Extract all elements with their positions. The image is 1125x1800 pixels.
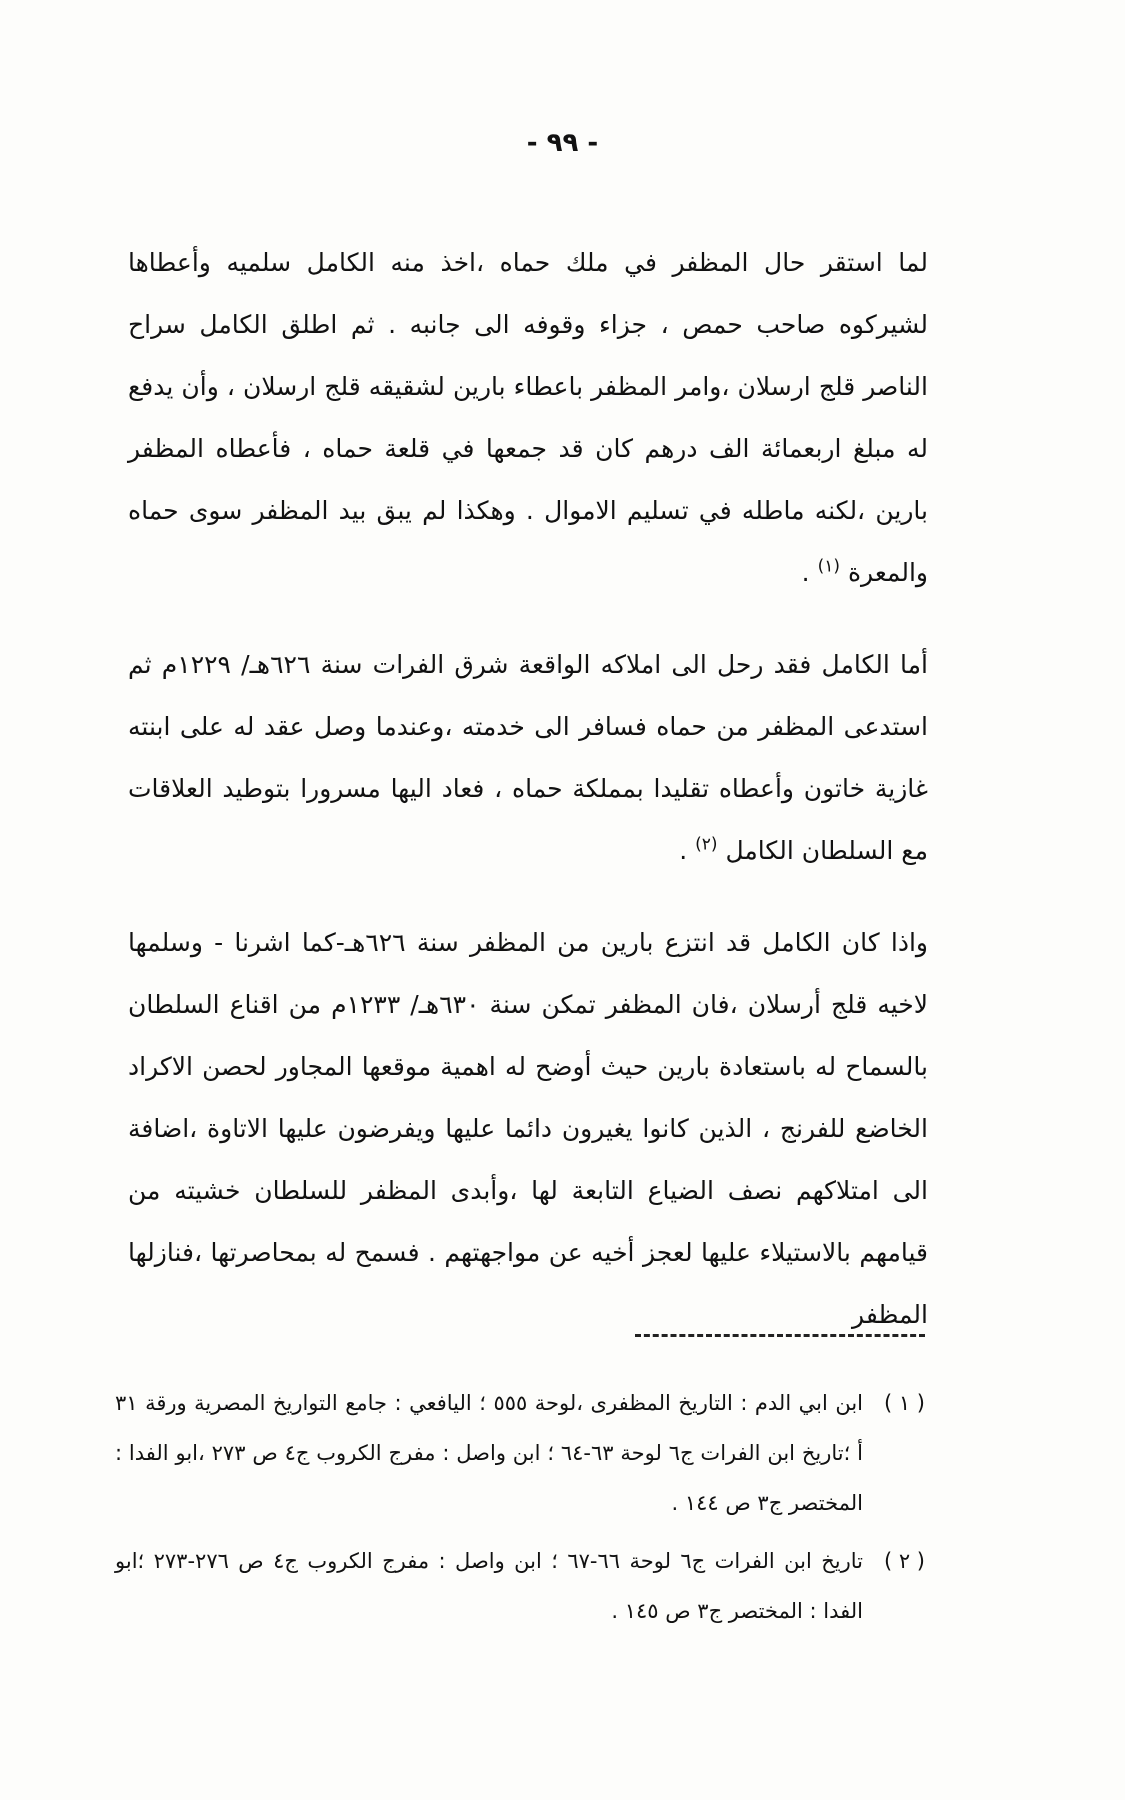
paragraph (128, 232, 928, 604)
footnote-separator (635, 1334, 925, 1337)
footnote-reference: (١) (817, 556, 840, 577)
paragraph-text: واذا كان الكامل قد انتزع بارين من المظفر سنة ٦٢٦هـ-كما اشرنا - وسلمها لاخيه قلج أرسلان ،فان المظفر تمكن سنة ٦٣٠هـ/ ١٢٣٣م من اقناع السلطان بالسماح له باستعادة بارين حيث أوضح له اهمية موقعها المجاور لحصن الاكراد الخاضع للفرنج ، الذين كانوا يغيرون دائما عليها ويفرضون عليها الاتاوة ،اضافة الى امتلاكهم نصف الضياع التابعة لها ،وأبدى المظفر للسلطان خشيته من قيامهم بالاستيلاء عليها لعجز أخيه عن مواجهتهم . فسمح له بمحاصرتها ،فنازلها المظفر (128, 928, 928, 1329)
footnotes (115, 1378, 925, 1644)
footnote-item (115, 1536, 925, 1636)
paragraph (128, 634, 928, 882)
body-text (128, 232, 928, 1346)
paragraph-end: . (801, 558, 818, 587)
paragraph-text: أما الكامل فقد رحل الى املاكه الواقعة شرق الفرات سنة ٦٢٦هـ/ ١٢٢٩م ثم استدعى المظفر من حماه فسافر الى خدمته ،وعندما وصل عقد له على ابنته غازية خاتون وأعطاه تقليدا بمملكة حماه ، فعاد اليها مسرورا بتوطيد العلاقات مع السلطان الكامل (128, 650, 928, 865)
footnote-reference: (٢) (695, 834, 718, 855)
paragraph (128, 912, 928, 1346)
page-number: - ٩٩ - (526, 128, 599, 158)
footnote-text: ابن ابي الدم : التاريخ المظفرى ،لوحة ٥٥٥ ؛ اليافعي : جامع التواريخ المصرية ورقة ٣١ أ ؛تاريخ ابن الفرات ج٦ لوحة ٦٣-٦٤ ؛ ابن واصل : مفرج الكروب ج٤ ص ٢٧٣ ،ابو الفدا : المختصر ج٣ ص ١٤٤ . (115, 1391, 864, 1515)
footnote-item (115, 1378, 925, 1528)
footnote-text: تاريخ ابن الفرات ج٦ لوحة ٦٦-٦٧ ؛ ابن واصل : مفرج الكروب ج٤ ص ٢٧٦-٢٧٣ ؛ابو الفدا : المختصر ج٣ ص ١٤٥ . (115, 1549, 863, 1623)
paragraph-end: . (679, 836, 696, 865)
footnote-number: ( ٢ ) (883, 1549, 925, 1573)
footnote-number: ( ١ ) (883, 1391, 925, 1415)
paragraph-text: لما استقر حال المظفر في ملك حماه ،اخذ منه الكامل سلميه وأعطاها لشيركوه صاحب حمص ، جزاء وقوفه الى جانبه . ثم اطلق الكامل سراح الناصر قلج ارسلان ،وامر المظفر باعطاء بارين لشقيقه قلج ارسلان ، وأن يدفع له مبلغ اربعمائة الف درهم كان قد جمعها في قلعة حماه ، فأعطاه المظفر بارين ،لكنه ماطله في تسليم الاموال . وهكذا لم يبق بيد المظفر سوى حماه والمعرة (128, 248, 928, 587)
